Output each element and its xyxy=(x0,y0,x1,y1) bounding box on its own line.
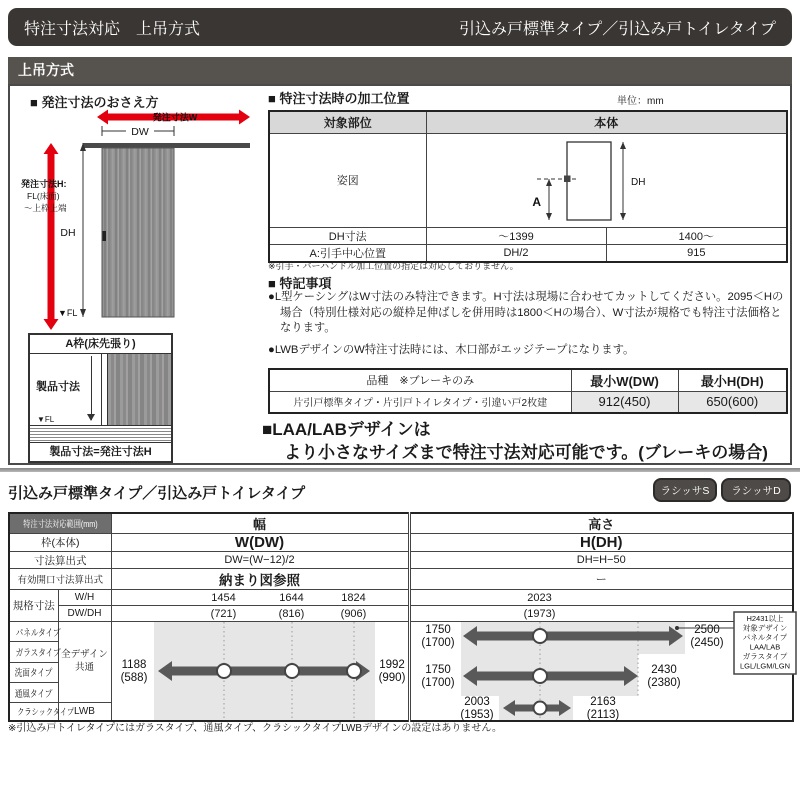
standard-h-values xyxy=(409,590,793,606)
standard-size-dot xyxy=(347,664,361,678)
h1-min-paren: (1700) xyxy=(420,637,455,649)
standard-size-dot xyxy=(285,664,299,678)
frame-line xyxy=(101,354,102,425)
a-row-label: A:引手中心位置 xyxy=(269,244,426,262)
tokki-heading: ■ 特記事項 xyxy=(268,276,332,291)
standard-w1s: (721) xyxy=(210,607,237,620)
design-common-cell: 全デザイン共通 xyxy=(58,622,111,703)
callout-line-3: パネルタイプ xyxy=(742,633,787,642)
standard-h1s: (1973) xyxy=(523,607,556,620)
product-dim-arrowhead xyxy=(87,414,95,425)
product-dim-body xyxy=(30,354,171,425)
dh-row-v2: 1400～ xyxy=(606,227,787,244)
product-dim-formula: 製品寸法=発注寸法H xyxy=(30,442,171,461)
width-header: 幅 xyxy=(111,513,409,534)
standard-row-label: 規格寸法 xyxy=(9,590,58,622)
formula-row-label: 寸法算出式 xyxy=(9,552,111,569)
tokki-list xyxy=(268,290,784,364)
standard-dw-values xyxy=(111,606,409,622)
figure-dh-label: DH xyxy=(630,176,645,188)
h2-max: 2430 xyxy=(650,664,677,676)
figure-cell xyxy=(426,133,787,227)
h3-max-paren: (2113) xyxy=(586,709,619,721)
h-dim-label-2: FL(床面) xyxy=(27,191,60,201)
top-rail xyxy=(83,143,250,148)
min-table-kind-header: 品種 ※ブレーキのみ xyxy=(269,369,571,391)
standard-size-dot xyxy=(533,629,547,643)
type-row-glass: ガラスタイプ xyxy=(9,642,58,662)
h-dim-label-1: 発注寸法H: xyxy=(21,179,67,189)
callout-line-5: ガラスタイプ xyxy=(742,652,787,661)
tokki-item-1: ●L型ケーシングはW寸法のみ特注できます。H寸法は現場に合わせてカットしてください。2095＜Hの場合（特別仕様対応の縦枠足伸ばしを併用時は1800＜Hの場合）、W寸法が規格でも特注寸法価格となります。 xyxy=(268,291,784,335)
standard-w2: 1644 xyxy=(279,591,304,604)
standard-w-values xyxy=(111,590,409,606)
tokki-item-2: ●LWBデザインのW特注寸法時には、木口部がエッジテープになります。 xyxy=(268,343,635,356)
h2-max-paren: (2380) xyxy=(646,677,681,689)
floor-hatch xyxy=(30,425,171,442)
section-divider xyxy=(0,468,800,472)
w-arrow-label: 発注寸法W xyxy=(152,112,198,123)
spec-table xyxy=(8,512,794,722)
callout-line-6: LGL/LGM/LGN xyxy=(739,661,790,671)
product-dim-box xyxy=(28,333,173,463)
laa-text: より小さなサイズまで特注寸法対応可能です。(ブレーキの場合) xyxy=(284,443,768,462)
h2-min-paren: (1700) xyxy=(420,677,455,689)
unit-label: 単位：mm xyxy=(617,96,664,107)
h2-min: 1750 xyxy=(424,664,451,676)
min-size-table xyxy=(268,368,788,414)
standard-size-dot xyxy=(533,702,546,715)
door-handle xyxy=(103,231,107,241)
height-header: 高さ xyxy=(409,513,793,534)
h-dim-label-3: ～上枠上端 xyxy=(24,203,67,213)
standard-sub-dwdh: DW/DH xyxy=(58,606,111,622)
processing-col-body: 本体 xyxy=(426,111,787,133)
standard-size-dot xyxy=(533,669,547,683)
page-subtitle: 引込み戸標準タイプ／引込み戸トイレタイプ xyxy=(459,20,776,38)
opening-w: 納まり図参照 xyxy=(111,569,409,590)
opening-h: ー xyxy=(409,569,793,590)
figure-a-label: A xyxy=(531,194,541,209)
figure-label-cell: 姿図 xyxy=(269,133,426,227)
type-row-senmen: 洗面タイプ xyxy=(9,662,58,682)
processing-note: ※引手・バーハンドル加工位置の指定は対応しておりません。 xyxy=(268,261,519,271)
frame-row-label: 枠(本体) xyxy=(9,534,111,552)
order-diagram-heading: ■ 発注寸法のおさえ方 xyxy=(30,95,159,110)
callout-line-2: 対象デザイン xyxy=(742,623,787,633)
frame-h: H(DH) xyxy=(409,534,793,552)
door-panel xyxy=(102,148,174,317)
h3-min-paren: (1953) xyxy=(459,709,494,721)
processing-heading: ■ 特注寸法時の加工位置 xyxy=(268,91,410,106)
h1-max: 2500 xyxy=(693,624,720,636)
footer-note: ※引込み戸トイレタイプにはガラスタイプ、通風タイプ、クラシックタイプLWBデザインの設定はありません。 xyxy=(8,723,503,734)
w-min: 1188 xyxy=(121,659,146,671)
product-fl-label: ▼FL xyxy=(37,415,55,424)
standard-w1: 1454 xyxy=(211,591,236,604)
processing-col-part: 対象部位 xyxy=(269,111,426,133)
product-door-panel xyxy=(107,354,171,425)
w-max-paren: (990) xyxy=(378,672,405,684)
min-table-h-value: 650(600) xyxy=(678,391,787,413)
dh-row-v1: ～1399 xyxy=(426,227,606,244)
product-dim-line xyxy=(91,356,92,420)
a-row-v1: DH/2 xyxy=(426,244,606,262)
w-max: 1992 xyxy=(378,659,405,671)
button-rashissa-s[interactable]: ラシッサS xyxy=(653,478,717,502)
min-table-w-header: 最小W(DW) xyxy=(571,369,678,391)
figure-handle xyxy=(564,175,571,182)
top-header-bar xyxy=(8,8,792,46)
dh-label: DH xyxy=(60,227,76,239)
button-rashissa-d[interactable]: ラシッサD xyxy=(721,478,791,502)
lower-section-title: 引込み戸標準タイプ／引込み戸トイレタイプ xyxy=(8,485,306,502)
type-row-panel: パネルタイプ xyxy=(9,622,58,642)
type-row-classic: クラシックタイプ xyxy=(9,703,58,721)
processing-table xyxy=(268,110,788,263)
standard-size-dot xyxy=(217,664,231,678)
type-row-tsufu: 通風タイプ xyxy=(9,682,58,702)
min-table-w-value: 912(450) xyxy=(571,391,678,413)
min-table-h-header: 最小H(DH) xyxy=(678,369,787,391)
opening-row-label: 有効開口寸法算出式 xyxy=(9,569,111,590)
dw-label: DW xyxy=(131,126,149,138)
h3-min: 2003 xyxy=(463,696,490,708)
h3-max: 2163 xyxy=(589,696,616,708)
min-table-kind: 片引戸標準タイプ・片引戸トイレタイプ・引違い戸2枚建 xyxy=(269,391,571,413)
design-lwb-cell: LWB xyxy=(58,703,111,721)
formula-w: DW=(W−12)/2 xyxy=(111,552,409,569)
product-dim-label: 製品寸法 xyxy=(36,381,80,393)
callout-line-1: H2431以上 xyxy=(745,614,784,623)
standard-w3: 1824 xyxy=(341,591,366,604)
standard-sub-wh: W/H xyxy=(58,590,111,606)
formula-h: DH=H−50 xyxy=(409,552,793,569)
order-diagram xyxy=(20,106,265,336)
page-title: 特注寸法対応 上吊方式 xyxy=(24,20,201,38)
corner-cell: 特注寸法対応範囲(mm) xyxy=(9,513,111,534)
height-range-chart xyxy=(409,614,793,722)
figure-svg xyxy=(427,134,786,227)
section-title-bar: 上吊方式 xyxy=(8,57,792,84)
callout-line-4: LAA/LAB xyxy=(749,642,780,652)
a-row-v2: 915 xyxy=(606,244,787,262)
w-min-paren: (588) xyxy=(120,672,147,684)
h1-min: 1750 xyxy=(424,624,451,636)
h1-max-paren: (2450) xyxy=(689,637,724,649)
standard-w3s: (906) xyxy=(340,607,367,620)
standard-w2s: (816) xyxy=(278,607,305,620)
frame-w: W(DW) xyxy=(111,534,409,552)
product-dim-title: A枠(床先張り) xyxy=(30,335,171,354)
dh-row-label: DH寸法 xyxy=(269,227,426,244)
standard-h1: 2023 xyxy=(527,591,552,604)
fl-label: ▼FL xyxy=(58,308,78,318)
laa-heading: ■LAA/LABデザインは xyxy=(262,420,431,439)
callout-box xyxy=(734,612,796,674)
width-range-chart xyxy=(111,622,409,722)
